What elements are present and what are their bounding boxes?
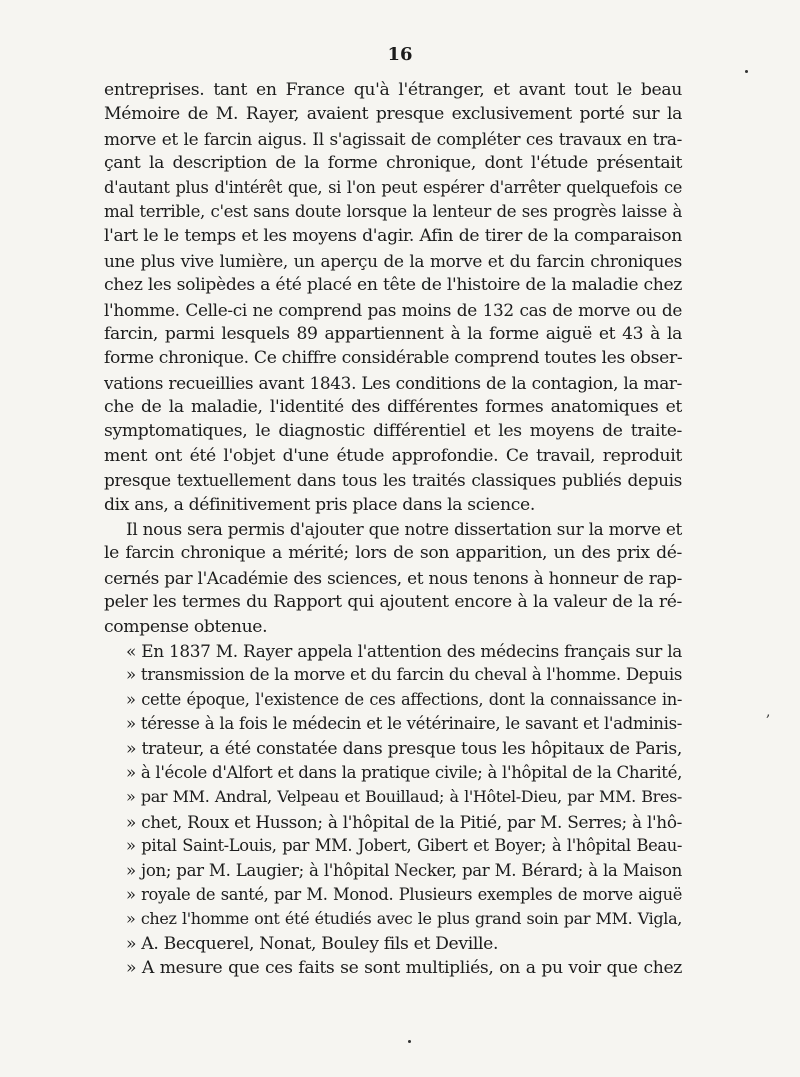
text-line: l'art le le temps et les moyens d'agir. Afin de tirer de la comparaison bbox=[104, 226, 682, 247]
ink-speck bbox=[408, 1040, 411, 1043]
text-line: une plus vive lumière, un aperçu de la morve et du farcin chroniques bbox=[104, 250, 682, 271]
text-line: » cette époque, l'existence de ces affections, dont la connaissance in- bbox=[126, 689, 682, 709]
text-line: l'homme. Celle-ci ne comprend pas moins de 132 cas de morve ou de bbox=[104, 299, 682, 320]
text-line: dix ans, a définitivement pris place dans la science. bbox=[104, 494, 535, 515]
text-line: che de la maladie, l'identité des différentes formes anatomiques et bbox=[104, 397, 682, 418]
body-text bbox=[104, 78, 682, 980]
text-line: farcin, parmi lesquels 89 appartiennent à la forme aiguë et 43 à la bbox=[104, 323, 682, 344]
ink-speck bbox=[745, 70, 748, 73]
text-line: » jon; par M. Laugier; à l'hôpital Necker, par M. Bérard; à la Maison bbox=[126, 860, 682, 880]
text-line: d'autant plus d'intérêt que, si l'on peut espérer d'arrêter quelquefois ce bbox=[104, 177, 682, 197]
text-line: » trateur, a été constatée dans presque tous les hôpitaux de Paris, bbox=[126, 738, 682, 759]
text-line: » chet, Roux et Husson; à l'hôpital de la Pitié, par M. Serres; à l'hô- bbox=[126, 811, 682, 832]
text-line: Il nous sera permis d'ajouter que notre dissertation sur la morve et bbox=[126, 519, 682, 540]
text-line: entreprises. tant en France qu'à l'étranger, et avant tout le beau bbox=[104, 80, 682, 100]
text-line: compense obtenue. bbox=[104, 616, 268, 637]
text-line: » chez l'homme ont été étudiés avec le plus grand soin par MM. Vigla, bbox=[126, 909, 682, 929]
text-line: ment ont été l'objet d'une étude approfondie. Ce travail, reproduit bbox=[104, 445, 682, 466]
text-line: peler les termes du Rapport qui ajoutent encore à la valeur de la ré- bbox=[104, 592, 682, 613]
margin-mark: , bbox=[766, 704, 771, 720]
text-line: » pital Saint-Louis, par MM. Jobert, Gibert et Boyer; à l'hôpital Beau- bbox=[126, 836, 682, 856]
text-line: » à l'école d'Alfort et dans la pratique civile; à l'hôpital de la Charité, bbox=[126, 762, 682, 782]
text-line: » A mesure que ces faits se sont multipliés, on a pu voir que chez bbox=[126, 958, 682, 979]
text-line: » A. Becquerel, Nonat, Bouley fils et Deville. bbox=[126, 933, 499, 954]
paragraph-2 bbox=[104, 517, 682, 639]
text-line: mal terrible, c'est sans doute lorsque la lenteur de ses progrès laisse à bbox=[104, 201, 682, 221]
text-line: » royale de santé, par M. Monod. Plusieurs exemples de morve aiguë bbox=[126, 884, 682, 904]
quotation-continuation bbox=[104, 956, 682, 980]
text-line: » transmission de la morve et du farcin du cheval à l'homme. Depuis bbox=[126, 665, 682, 685]
paragraph-1 bbox=[104, 78, 682, 517]
text-line: « En 1837 M. Rayer appela l'attention des médecins français sur la bbox=[126, 640, 682, 661]
text-line: » par MM. Andral, Velpeau et Bouillaud; à l'Hôtel-Dieu, par MM. Bres- bbox=[126, 787, 682, 807]
text-line: vations recueillies avant 1843. Les conditions de la contagion, la mar- bbox=[104, 372, 682, 393]
text-line: cernés par l'Académie des sciences, et nous tenons à honneur de rap- bbox=[104, 567, 682, 588]
text-line: morve et le farcin aigus. Il s'agissait de compléter ces travaux en tra- bbox=[104, 128, 682, 149]
text-line: Mémoire de M. Rayer, avaient presque exclusivement porté sur la bbox=[104, 104, 682, 125]
text-line: presque textuellement dans tous les traités classiques publiés depuis bbox=[104, 470, 682, 491]
text-line: » téresse à la fois le médecin et le vétérinaire, le savant et l'adminis- bbox=[126, 714, 682, 734]
page-number: 16 bbox=[387, 44, 413, 65]
quotation bbox=[104, 639, 682, 956]
text-line: le farcin chronique a mérité; lors de son apparition, un des prix dé- bbox=[104, 543, 682, 564]
text-line: symptomatiques, le diagnostic différentiel et les moyens de traite- bbox=[104, 421, 682, 442]
text-line: çant la description de la forme chronique, dont l'étude présentait bbox=[104, 153, 682, 174]
text-line: chez les solipèdes a été placé en tête de l'histoire de la maladie chez bbox=[104, 275, 682, 296]
text-line: forme chronique. Ce chiffre considérable comprend toutes les obser- bbox=[104, 348, 683, 369]
